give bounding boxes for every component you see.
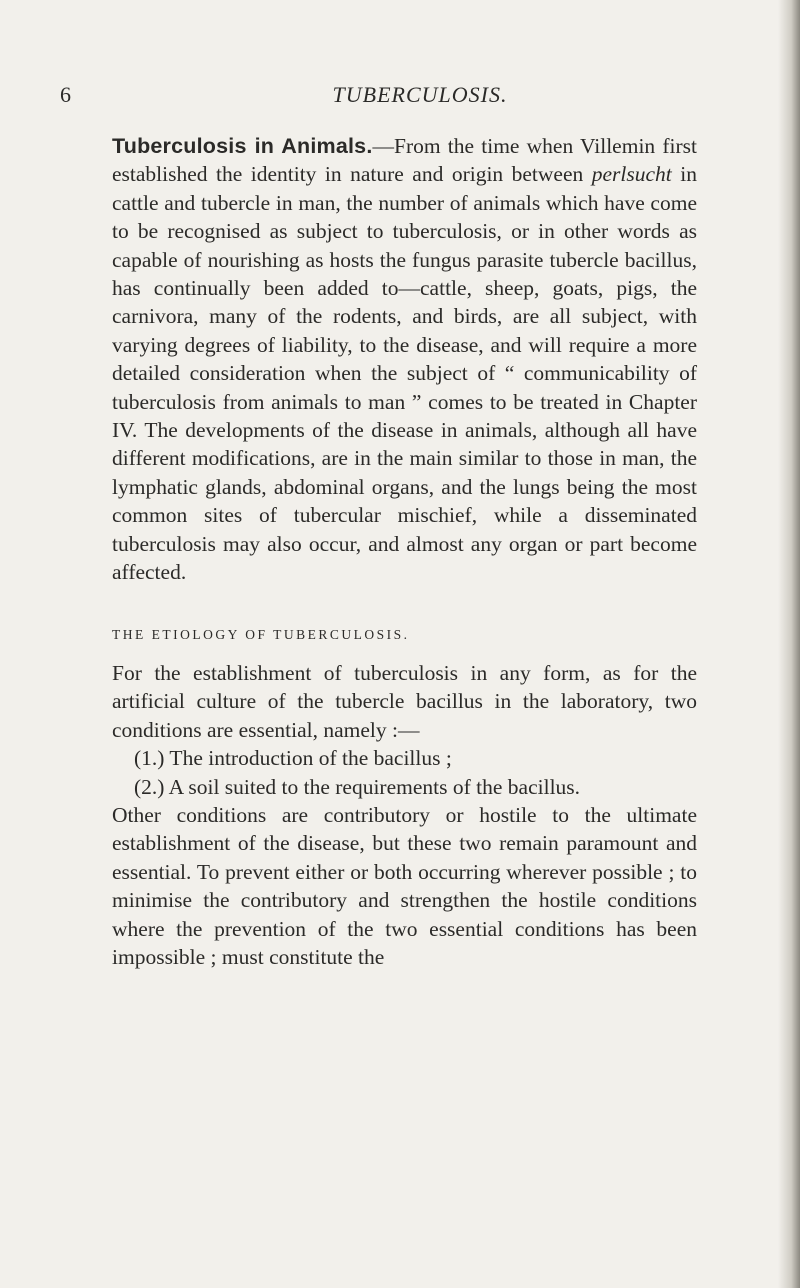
italic-term: perlsucht [591, 162, 672, 187]
paragraph-text-continued: in cattle and tubercle in man, the number of animals which have come to be recognised as subject to tuberculosis, or in other words as capable of nourishing as hosts the fungus parasite tubercle bacillus, has continually been added to—cattle, sheep, goats, pigs, the carnivora, many of the rodents, and birds, are all subject, with varying degrees of liability, to the disease, and will require a more detailed consideration when the subject of “ communicability of tuberculosis from animals to man ” comes to be treated in Chapter IV. The developments of the disease in animals, although all have different modifications, are in the main similar to those in man, the lymphatic glands, abdominal organs, and the lungs being the most common sites of tubercular mischief, while a disseminated tuberculosis may also occur, and almost any organ or part become affected. [112, 162, 697, 585]
section-heading: Tuberculosis in Animals. [112, 134, 373, 158]
running-title: TUBERCULOSIS. [332, 82, 508, 107]
page-body [112, 132, 697, 971]
page-header [60, 82, 760, 114]
paragraph-tuberculosis-in-animals [112, 132, 697, 587]
paragraph-etiology-intro: For the establishment of tuberculosis in any form, as for the artificial culture of the tubercle bacillus in the laboratory, two conditions are essential, namely :— [112, 660, 697, 742]
section-title: THE ETIOLOGY OF TUBERCULOSIS. [112, 626, 410, 642]
paragraph-text: —From the time when Villemin first established the identity in nature and origin between [112, 134, 697, 187]
list-item: (2.) A soil suited to the requirements of the bacillus. [134, 774, 581, 799]
paragraph-other-conditions: Other conditions are contributory or hostile to the ultimate establishment of the disease, but these two remain paramount and essential. To prevent either or both occurring wherever possible ; to minimise the contributory and strengthen the hostile conditions where the prevention of the two essential conditions has been impossible ; must constitute the [112, 802, 697, 969]
list-item: (1.) The introduction of the bacillus ; [134, 746, 452, 771]
page-edge-shadow [778, 0, 800, 1288]
page-number: 6 [60, 82, 71, 107]
